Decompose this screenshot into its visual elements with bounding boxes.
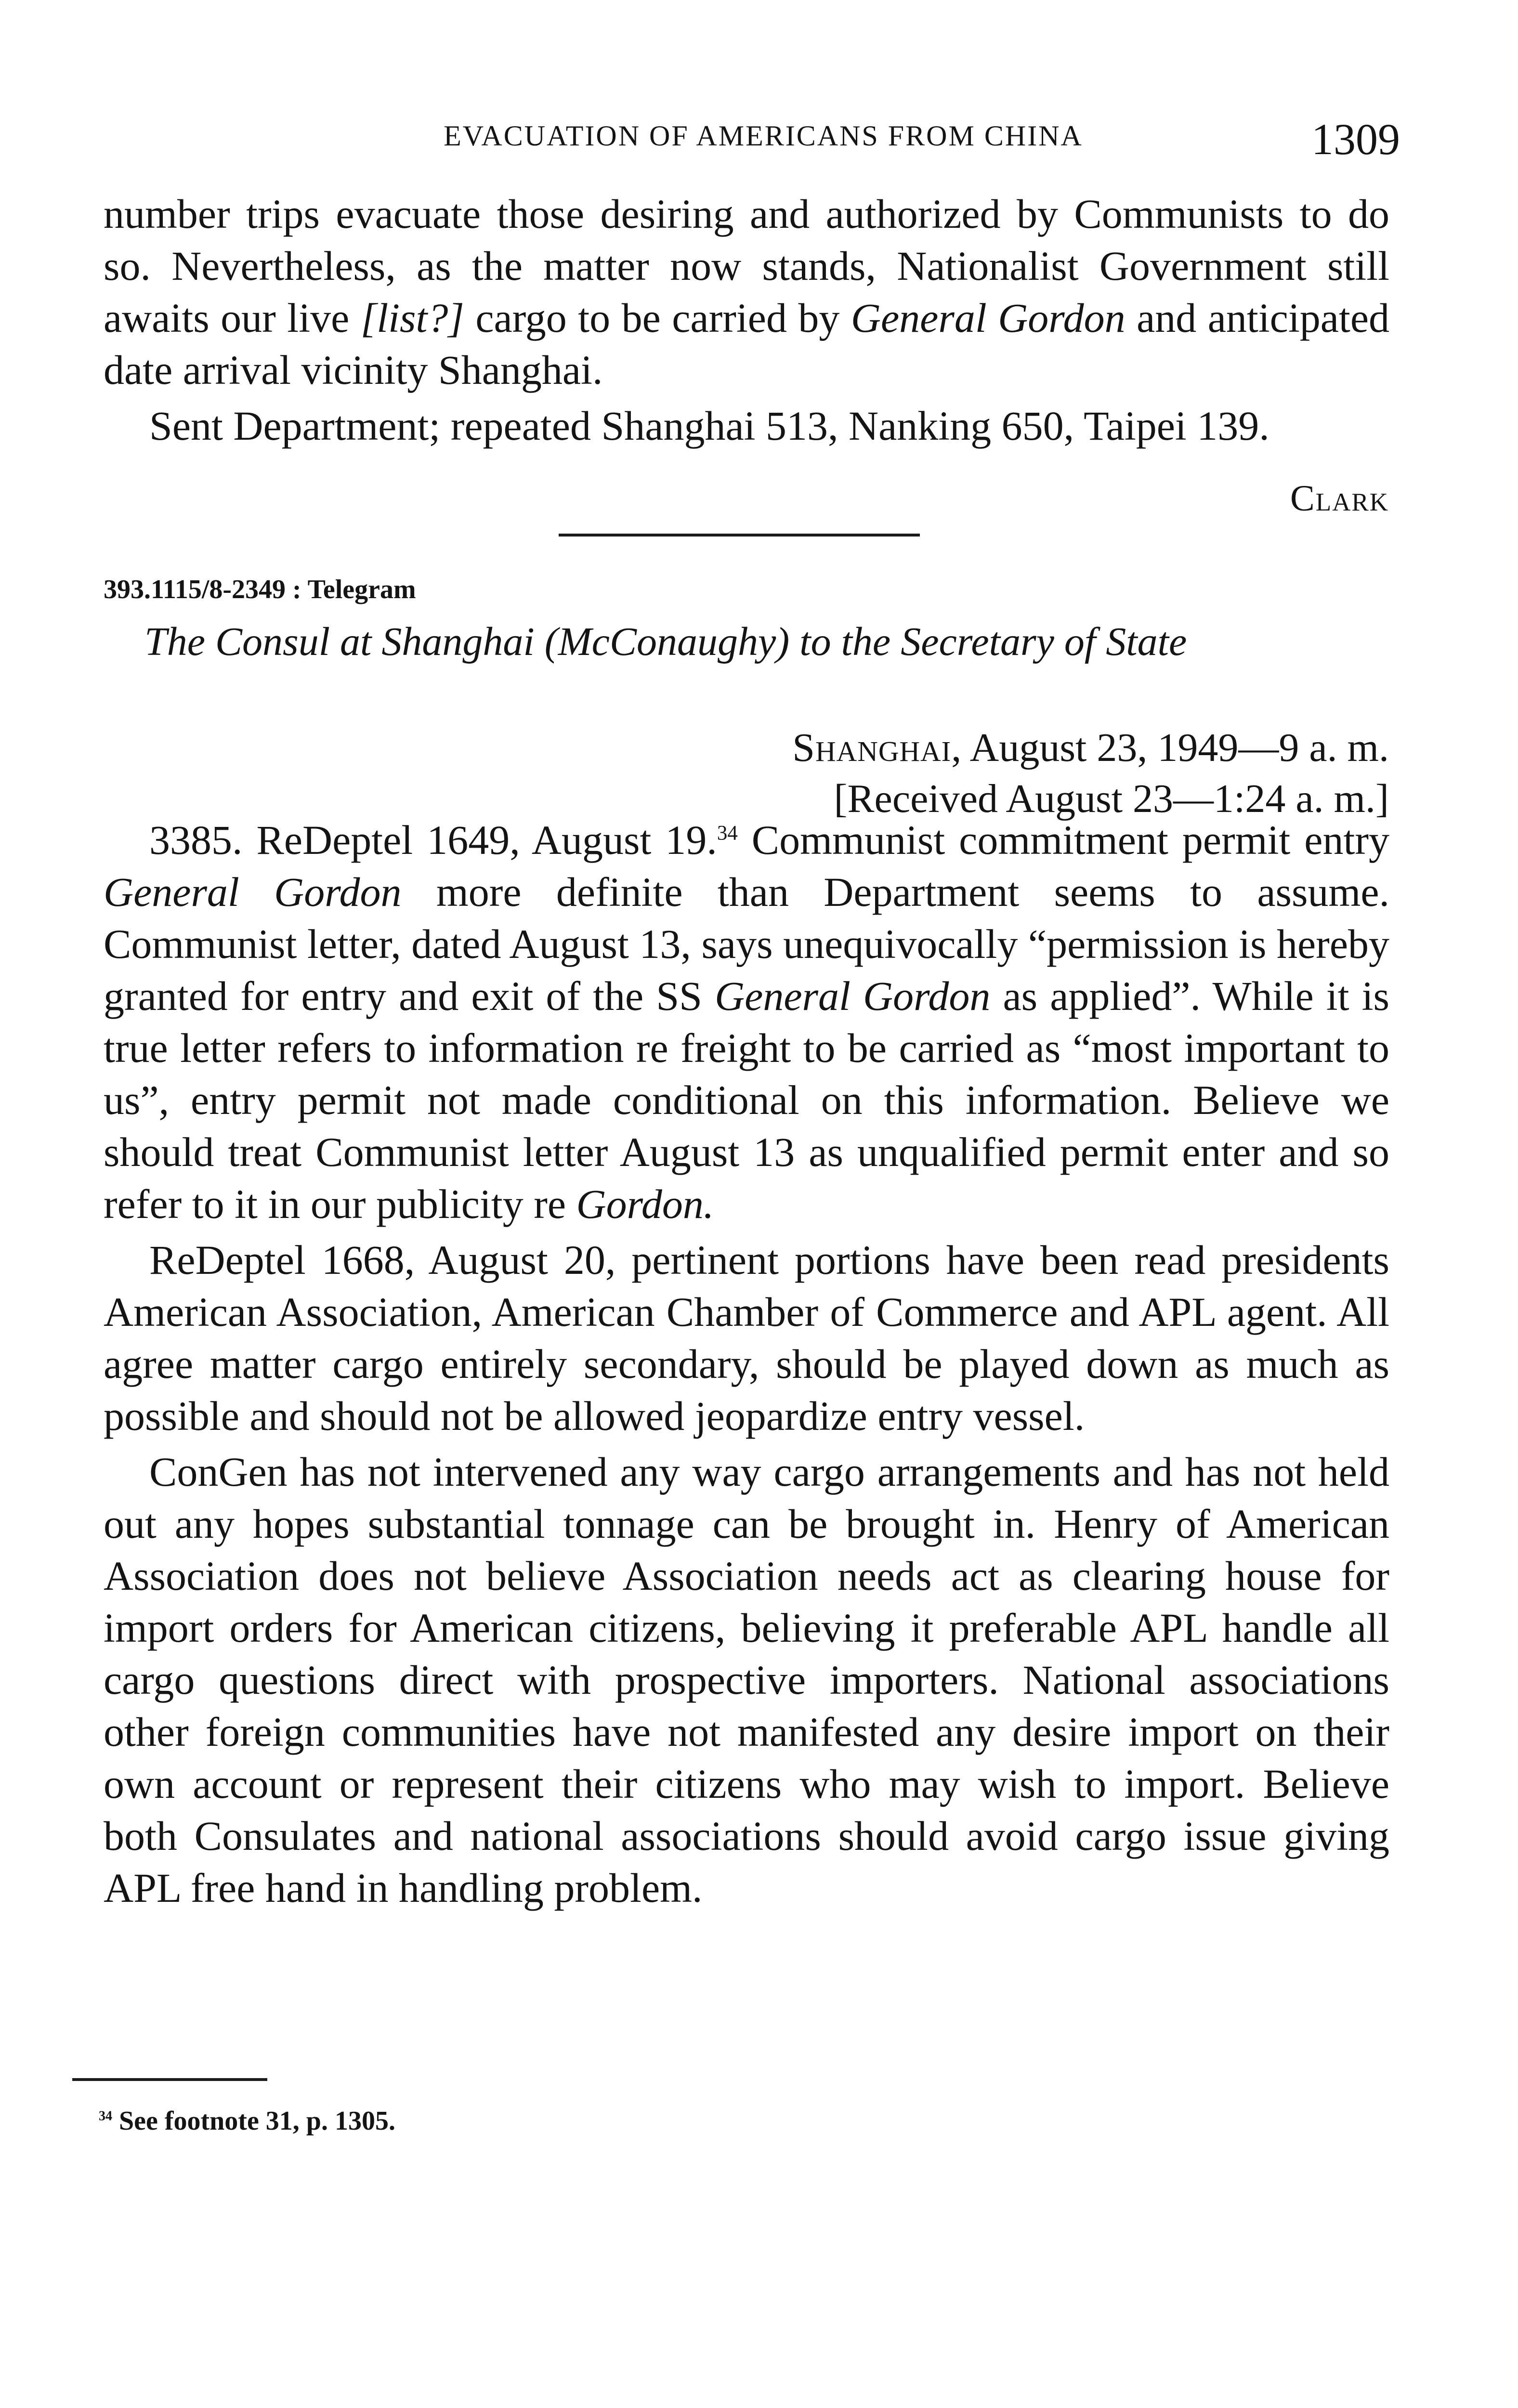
- bracket-note: [list?]: [360, 295, 464, 341]
- section-divider: [559, 534, 920, 537]
- footnote: [99, 2106, 395, 2136]
- dateline-sent: [792, 722, 1389, 773]
- document-body: [104, 814, 1389, 1914]
- text-run: more definite than Department seems to assume. Communist letter, dated August 13, says unequivocally “permission is hereby granted for entry and exit of the SS: [104, 869, 1389, 1019]
- dateline-place: Shanghai,: [792, 725, 962, 770]
- dateline: [792, 722, 1389, 824]
- dateline-received: [Received August 23—1:24 a. m.]: [834, 776, 1389, 821]
- ship-name: General Gordon: [715, 973, 991, 1019]
- footnote-marker: 34: [99, 2108, 112, 2124]
- paragraph: ReDeptel 1668, August 20, pertinent portions have been read presidents American Association, American Chamber of Commerce and APL agent. All agree matter cargo entirely secondary, should be played down as much as possible and should not be allowed jeopardize entry vessel.: [104, 1237, 1389, 1439]
- page-number: 1309: [1311, 115, 1400, 164]
- ship-name: Gordon.: [576, 1181, 714, 1227]
- paragraph: [104, 814, 1389, 1230]
- text-run: and anticipated date arrival vicinity Shanghai.: [104, 295, 1389, 393]
- paragraph: ConGen has not intervened any way cargo arrangements and has not held out any hopes substantial tonnage can be brought in. Henry of American Association does not believe Association needs act as clearing house for import orders for American citizens, believing it preferable APL handle all cargo questions direct with prospective importers. National associations other foreign communities have not manifested any desire import on their own account or represent their citizens who may wish to import. Believe both Consulates and national associations should avoid cargo issue giving APL free hand in handling problem.: [104, 1449, 1389, 1911]
- dateline-date: August 23, 1949—9 a. m.: [962, 725, 1389, 770]
- footnote-text: See footnote 31, p. 1305.: [112, 2106, 395, 2136]
- ship-name: General Gordon: [104, 869, 402, 915]
- signature: Clark: [1290, 478, 1389, 519]
- text-run: Communist commitment permit entry: [737, 817, 1389, 863]
- file-reference: 393.1115/8-2349 : Telegram: [104, 575, 416, 604]
- document-title: The Consul at Shanghai (McConaughy) to the Secretary of State: [144, 619, 1187, 664]
- text-run: 3385. ReDeptel 1649, August 19.: [149, 817, 717, 863]
- previous-document-body: [104, 188, 1389, 452]
- footnote-divider: [72, 2078, 267, 2081]
- text-run: cargo to be carried by: [464, 295, 851, 341]
- paragraph: Sent Department; repeated Shanghai 513, Nanking 650, Taipei 139.: [149, 403, 1269, 449]
- ship-name: General Gordon: [851, 295, 1125, 341]
- running-head: EVACUATION OF AMERICANS FROM CHINA: [444, 120, 1083, 152]
- text-run: number trips evacuate those desiring and authorized by Communists to do so. Nevertheless, as the matter now stands, Nationalist Government still awaits our live: [104, 191, 1389, 341]
- paragraph: [104, 188, 1389, 396]
- text-run: as applied”. While it is true letter refers to information re freight to be carried as “most important to us”, entry permit not made conditional on this information. Believe we should treat Communist letter August 13 as unqualified permit enter and so refer to it in our publicity re: [104, 973, 1389, 1227]
- footnote-reference[interactable]: 34: [717, 822, 738, 845]
